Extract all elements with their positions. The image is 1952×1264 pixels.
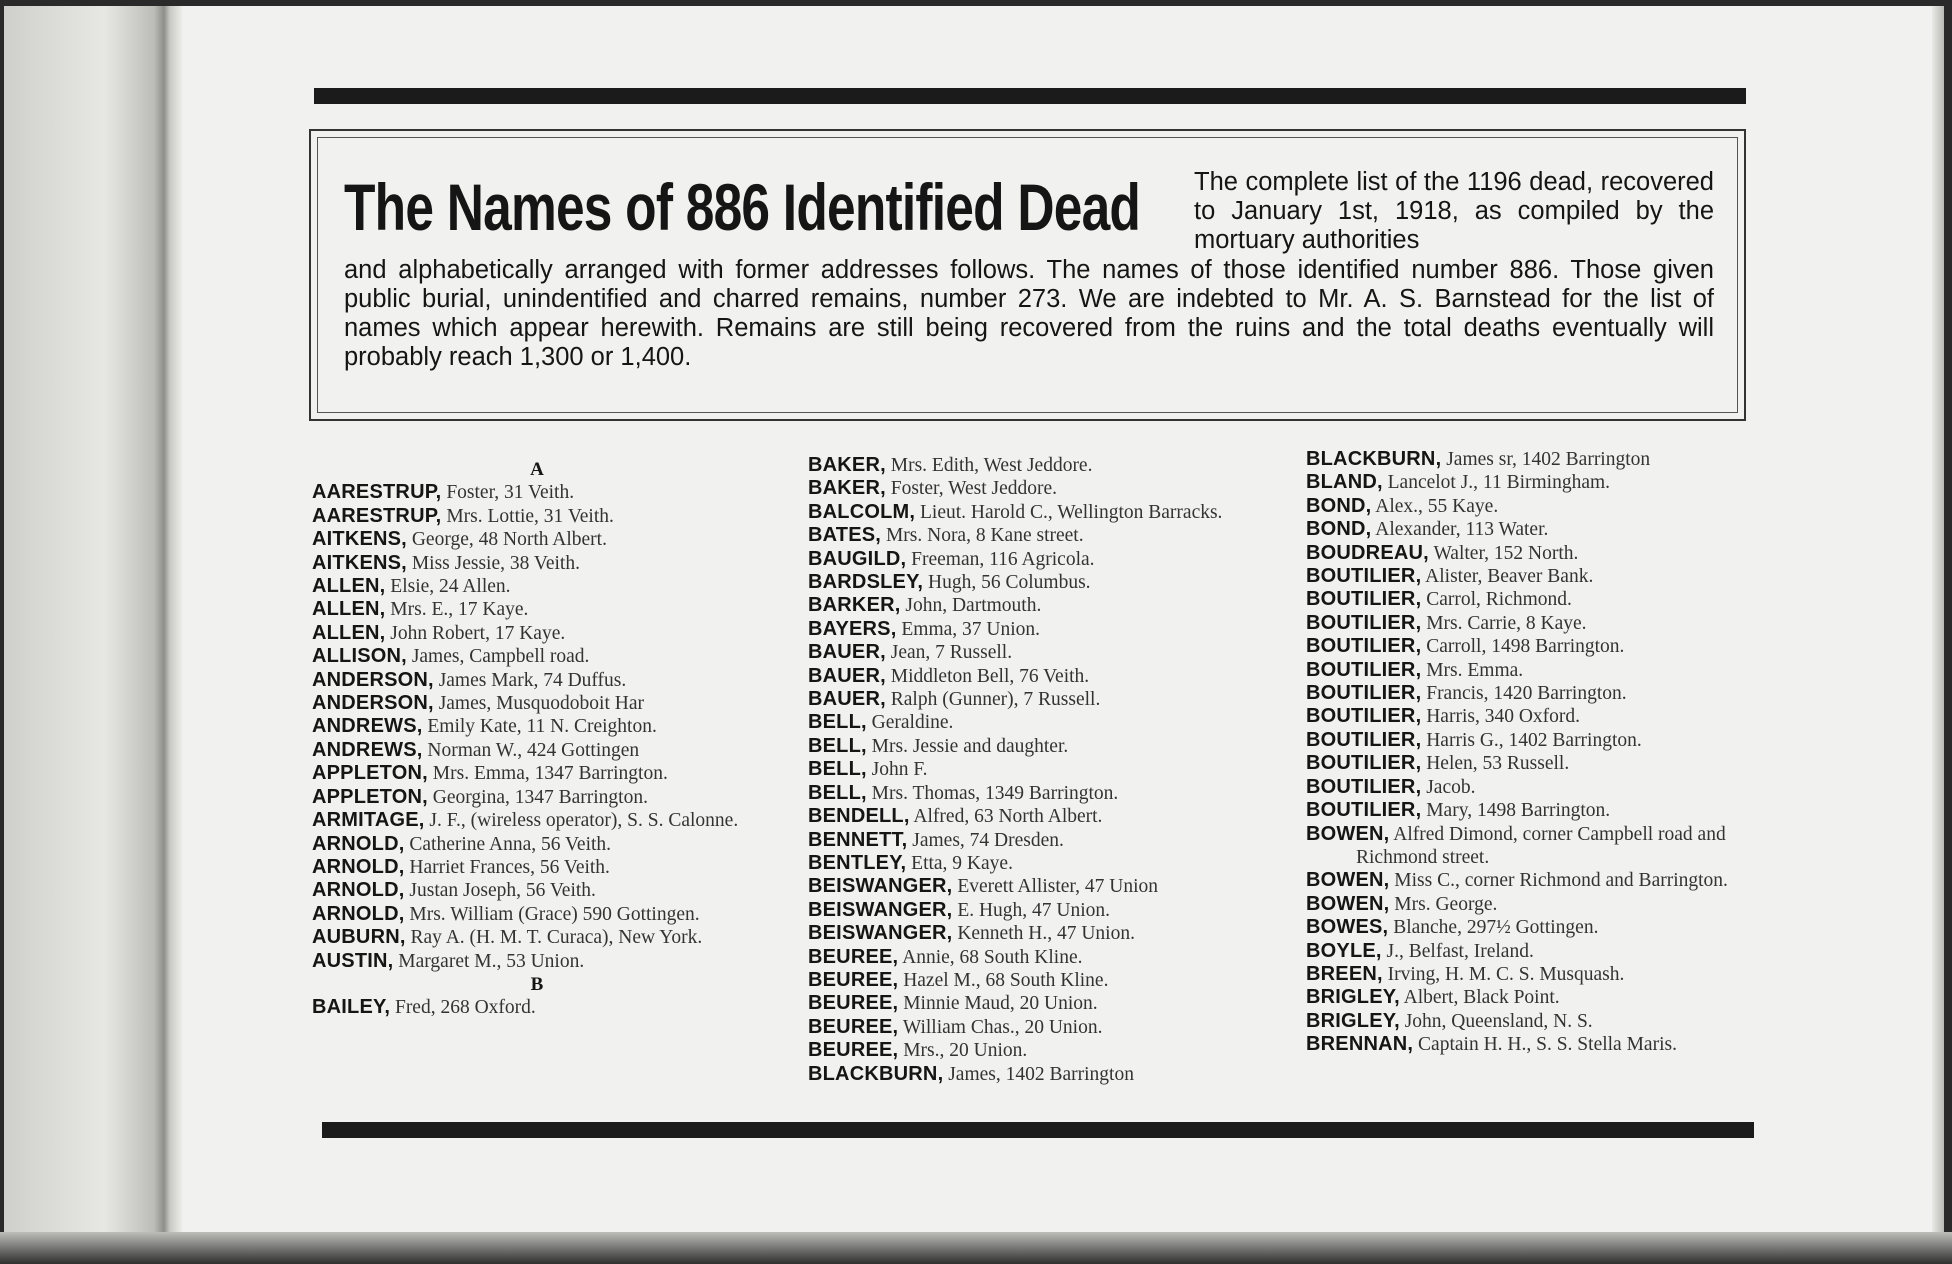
entry-details: Mrs. Edith, West Jeddore.: [890, 455, 1093, 476]
name-entry: [808, 805, 1258, 828]
name-entry: [312, 692, 762, 715]
entry-details: Elsie, 24 Allen.: [390, 576, 511, 598]
entry-surname: APPLETON,: [312, 762, 428, 785]
entry-details: Irving, H. M. C. S. Musquash.: [1387, 963, 1625, 985]
page-bottom-shadow: [0, 1232, 1952, 1264]
entry-details: James Mark, 74 Duffus.: [438, 669, 627, 691]
entry-details: James, Musquodoboit Har: [438, 693, 644, 715]
entry-details: Kenneth H., 47 Union.: [957, 923, 1135, 945]
entry-surname: BARKER,: [808, 594, 901, 617]
entry-details: Lancelot J., 11 Birmingham.: [1387, 472, 1611, 494]
entry-details: Mrs. Nora, 8 Kane street.: [885, 525, 1084, 547]
entry-details: Mrs., 20 Union.: [903, 1040, 1028, 1062]
entry-details: Captain H. H., S. S. Stella Maris.: [1418, 1034, 1677, 1056]
entry-details: George, 48 North Albert.: [411, 529, 607, 551]
name-entry: [1306, 799, 1756, 822]
entry-details: Emily Kate, 11 N. Creighton.: [427, 716, 657, 738]
entry-surname: ARNOLD,: [312, 855, 405, 878]
entry-details: Harriet Frances, 56 Veith.: [409, 856, 610, 878]
entry-surname: BAKER,: [808, 454, 886, 476]
entry-details: Ray A. (H. M. T. Curaca), New York.: [410, 927, 703, 949]
name-entry: [1306, 1033, 1756, 1056]
name-entry: [808, 501, 1258, 524]
entry-details: E. Hugh, 47 Union.: [957, 899, 1111, 921]
name-entry: [312, 669, 762, 692]
entry-details: Mrs. Jessie and daughter.: [871, 735, 1069, 757]
entry-surname: BOWEN,: [1306, 892, 1390, 915]
entry-surname: BLACKBURN,: [1306, 448, 1442, 470]
entry-details: Helen, 53 Russell.: [1426, 753, 1570, 775]
entry-surname: BOUTILIER,: [1306, 658, 1422, 681]
name-entry: [808, 922, 1258, 945]
entry-surname: BRENNAN,: [1306, 1033, 1414, 1056]
entry-surname: ALLEN,: [312, 575, 386, 598]
entry-details: Georgina, 1347 Barrington.: [432, 786, 648, 808]
name-entry: [808, 1063, 1258, 1086]
entry-surname: BARDSLEY,: [808, 571, 924, 594]
page-edge: [1932, 6, 1944, 1246]
entry-surname: ANDREWS,: [312, 738, 423, 761]
name-entry: [808, 594, 1258, 617]
entry-surname: ANDERSON,: [312, 668, 434, 691]
entry-surname: BATES,: [808, 524, 882, 547]
book-gutter: [4, 6, 182, 1246]
entry-details: Ralph (Gunner), 7 Russell.: [890, 689, 1101, 711]
name-entry: [312, 762, 762, 785]
entry-details: James, 1402 Barrington: [948, 1063, 1134, 1085]
page-title: The Names of 886 Identified Dead: [344, 170, 1141, 244]
names-column-2: [808, 454, 1258, 1086]
entry-surname: BEUREE,: [808, 945, 899, 968]
entry-details: Fred, 268 Oxford.: [394, 997, 536, 1019]
name-entry: [808, 548, 1258, 571]
name-entry: [1306, 612, 1756, 635]
name-entry: [808, 641, 1258, 664]
intro-body-text: and alphabetically arranged with former addresses follows. The names of those identified number 886. Those given public burial, unindentified and charred remains, number 273. We are indebted to Mr. A. S. Barnstead for the list of names which appear herewith. Remains are still being recovered from the ruins and the total deaths eventually will probably reach 1,300 or 1,400.: [344, 256, 1714, 371]
entry-details: Everett Allister, 47 Union: [957, 876, 1158, 898]
entry-surname: BEUREE,: [808, 992, 899, 1015]
entry-details: Mary, 1498 Barrington.: [1426, 800, 1611, 822]
name-entry: [312, 622, 762, 645]
name-entry: [1306, 823, 1756, 870]
name-entry: [1306, 682, 1756, 705]
entry-details: Blanche, 297½ Gottingen.: [1393, 917, 1599, 939]
entry-details: James, 74 Dresden.: [912, 829, 1064, 851]
name-entry: [1306, 659, 1756, 682]
entry-details: Middleton Bell, 76 Veith.: [890, 665, 1090, 687]
name-entry: [1306, 495, 1756, 518]
name-entry: [1306, 588, 1756, 611]
entry-surname: ARMITAGE,: [312, 809, 425, 832]
name-entry: [808, 665, 1258, 688]
name-entry: [808, 618, 1258, 641]
entry-surname: BENNETT,: [808, 828, 908, 851]
name-entry: [808, 1039, 1258, 1062]
entry-details: Alexander, 113 Water.: [1375, 519, 1549, 541]
entry-surname: BELL,: [808, 734, 867, 757]
entry-surname: BOUTILIER,: [1306, 611, 1422, 634]
entry-details: Alfred Dimond, corner Campbell road and Richmond street.: [1356, 823, 1726, 868]
name-entry: [312, 833, 762, 856]
entry-details: Miss C., corner Richmond and Barrington.: [1394, 870, 1728, 892]
entry-details: William Chas., 20 Union.: [902, 1016, 1103, 1038]
entry-surname: AITKENS,: [312, 528, 407, 551]
entry-details: Annie, 68 South Kline.: [902, 946, 1083, 968]
name-entry: [312, 903, 762, 926]
entry-surname: BAUGILD,: [808, 547, 907, 570]
name-entry: [312, 552, 762, 575]
entry-surname: BAUER,: [808, 688, 886, 711]
entry-surname: BLACKBURN,: [808, 1062, 944, 1085]
entry-surname: ALLISON,: [312, 645, 407, 668]
name-entry: [808, 946, 1258, 969]
entry-surname: BENTLEY,: [808, 851, 907, 874]
name-entry: [808, 735, 1258, 758]
entry-surname: AUBURN,: [312, 926, 406, 949]
top-rule: [314, 88, 1746, 104]
entry-surname: BOUTILIER,: [1306, 799, 1422, 822]
entry-details: Harris, 340 Oxford.: [1426, 706, 1581, 728]
entry-surname: APPLETON,: [312, 785, 428, 808]
entry-details: John, Dartmouth.: [905, 595, 1042, 617]
letter-heading: A: [530, 459, 544, 480]
entry-surname: BEUREE,: [808, 1039, 899, 1062]
entry-details: Mrs. E., 17 Kaye.: [390, 599, 529, 621]
name-entry: [1306, 471, 1756, 494]
entry-details: Freeman, 116 Agricola.: [911, 548, 1095, 570]
entry-details: James, Campbell road.: [411, 646, 590, 668]
entry-surname: BALCOLM,: [808, 500, 916, 523]
entry-surname: BENDELL,: [808, 805, 910, 828]
name-entry: [808, 782, 1258, 805]
names-column-3: [1306, 448, 1756, 1057]
entry-details: Norman W., 424 Gottingen: [427, 739, 640, 761]
entry-surname: ALLEN,: [312, 598, 386, 621]
name-entry: [312, 739, 762, 762]
entry-surname: BELL,: [808, 781, 867, 804]
names-column-1: [312, 458, 762, 1020]
entry-details: Etta, 9 Kaye.: [911, 852, 1013, 874]
entry-details: Hazel M., 68 South Kline.: [903, 969, 1109, 991]
entry-surname: ARNOLD,: [312, 832, 405, 855]
name-entry: [808, 992, 1258, 1015]
name-entry: [808, 454, 1258, 477]
entry-surname: AARESTRUP,: [312, 481, 442, 504]
entry-details: Jean, 7 Russell.: [890, 642, 1013, 664]
entry-surname: BOND,: [1306, 518, 1372, 541]
entry-surname: BOND,: [1306, 494, 1372, 517]
entry-surname: BEISWANGER,: [808, 898, 953, 921]
entry-surname: BAILEY,: [312, 996, 391, 1019]
name-entry: [1306, 869, 1756, 892]
entry-surname: BAUER,: [808, 641, 886, 664]
name-entry: [1306, 542, 1756, 565]
name-entry: [808, 829, 1258, 852]
name-entry: [808, 477, 1258, 500]
entry-surname: BOUTILIER,: [1306, 705, 1422, 728]
entry-surname: BAUER,: [808, 664, 886, 687]
entry-details: Jacob.: [1426, 776, 1476, 798]
entry-details: Catherine Anna, 56 Veith.: [409, 833, 612, 855]
entry-surname: AUSTIN,: [312, 949, 394, 972]
entry-details: Harris G., 1402 Barrington.: [1426, 729, 1642, 751]
entry-surname: BOWES,: [1306, 916, 1389, 939]
entry-surname: BOWEN,: [1306, 869, 1390, 892]
entry-details: Miss Jessie, 38 Veith.: [411, 552, 580, 574]
entry-details: Carroll, 1498 Barrington.: [1426, 636, 1625, 658]
entry-surname: ANDREWS,: [312, 715, 423, 738]
entry-details: James sr, 1402 Barrington: [1446, 449, 1651, 470]
entry-surname: BAYERS,: [808, 617, 897, 640]
entry-surname: BOUTILIER,: [1306, 682, 1422, 705]
entry-surname: AITKENS,: [312, 551, 407, 574]
entry-surname: BEUREE,: [808, 968, 899, 991]
entry-surname: ARNOLD,: [312, 902, 405, 925]
entry-surname: ANDERSON,: [312, 692, 434, 715]
entry-details: Hugh, 56 Columbus.: [928, 572, 1091, 594]
entry-details: Alex., 55 Kaye.: [1375, 495, 1499, 517]
entry-surname: BEISWANGER,: [808, 875, 953, 898]
entry-surname: BEUREE,: [808, 1015, 899, 1038]
entry-surname: BOUTILIER,: [1306, 752, 1422, 775]
scanned-page: [4, 6, 1944, 1246]
name-entry: [312, 786, 762, 809]
entry-surname: AARESTRUP,: [312, 504, 442, 527]
entry-details: J. F., (wireless operator), S. S. Calonne.: [429, 810, 739, 832]
name-entry: [1306, 729, 1756, 752]
name-entry: [808, 524, 1258, 547]
entry-surname: BOYLE,: [1306, 939, 1382, 962]
entry-details: Geraldine.: [871, 712, 954, 734]
entry-surname: BELL,: [808, 711, 867, 734]
entry-surname: BAKER,: [808, 477, 886, 500]
entry-details: Foster, 31 Veith.: [446, 482, 575, 504]
name-entry: [312, 528, 762, 551]
name-entry: [808, 875, 1258, 898]
name-entry: [312, 996, 762, 1019]
name-entry: [808, 571, 1258, 594]
entry-details: Mrs. William (Grace) 590 Gottingen.: [409, 903, 700, 925]
entry-details: Walter, 152 North.: [1433, 542, 1579, 564]
entry-surname: BREEN,: [1306, 962, 1383, 985]
name-entry: [1306, 916, 1756, 939]
name-entry: [1306, 986, 1756, 1009]
entry-surname: BOWEN,: [1306, 822, 1390, 845]
name-entry: [312, 598, 762, 621]
name-entry: [1306, 705, 1756, 728]
entry-details: Alister, Beaver Bank.: [1425, 566, 1594, 588]
entry-surname: BRIGLEY,: [1306, 986, 1400, 1009]
name-entry: [312, 505, 762, 528]
name-entry: [312, 926, 762, 949]
entry-surname: BELL,: [808, 758, 867, 781]
entry-surname: BOUTILIER,: [1306, 728, 1422, 751]
name-entry: [1306, 752, 1756, 775]
entry-surname: BEISWANGER,: [808, 922, 953, 945]
name-entry: [1306, 893, 1756, 916]
name-entry: [312, 715, 762, 738]
entry-surname: BRIGLEY,: [1306, 1009, 1400, 1032]
entry-details: Justan Joseph, 56 Veith.: [409, 880, 596, 902]
name-entry: [312, 645, 762, 668]
entry-details: J., Belfast, Ireland.: [1386, 940, 1534, 962]
name-entry: [1306, 518, 1756, 541]
entry-details: Margaret M., 53 Union.: [398, 950, 585, 972]
name-entry: [808, 969, 1258, 992]
entry-surname: BOUTILIER,: [1306, 565, 1422, 588]
name-entry: [808, 899, 1258, 922]
entry-details: Carrol, Richmond.: [1426, 589, 1572, 611]
name-entry: [1306, 565, 1756, 588]
name-entry: [808, 1016, 1258, 1039]
entry-surname: BOUTILIER,: [1306, 588, 1422, 611]
entry-details: Alfred, 63 North Albert.: [913, 806, 1103, 828]
name-entry: [312, 856, 762, 879]
entry-surname: BOUTILIER,: [1306, 775, 1422, 798]
name-entry: [312, 575, 762, 598]
entry-surname: ARNOLD,: [312, 879, 405, 902]
name-entry: [808, 758, 1258, 781]
entry-surname: ALLEN,: [312, 621, 386, 644]
entry-details: John F.: [871, 759, 928, 781]
name-entry: [312, 950, 762, 973]
name-entry: [1306, 635, 1756, 658]
name-entry: [808, 711, 1258, 734]
name-entry: [1306, 1010, 1756, 1033]
entry-surname: BLAND,: [1306, 471, 1383, 494]
entry-details: Foster, West Jeddore.: [890, 478, 1058, 500]
entry-details: Lieut. Harold C., Wellington Barracks.: [920, 501, 1223, 523]
name-entry: [808, 852, 1258, 875]
entry-details: Mrs. Carrie, 8 Kaye.: [1426, 612, 1587, 634]
entry-surname: BOUDREAU,: [1306, 541, 1429, 564]
entry-details: Mrs. Emma, 1347 Barrington.: [432, 763, 668, 785]
entry-details: Mrs. Emma.: [1426, 659, 1524, 681]
bottom-rule: [322, 1122, 1754, 1138]
entry-details: Emma, 37 Union.: [901, 618, 1041, 640]
entry-details: Mrs. Thomas, 1349 Barrington.: [871, 782, 1119, 804]
intro-side-text: The complete list of the 1196 dead, recovered to January 1st, 1918, as compiled by the mortuary authorities: [1194, 168, 1714, 254]
name-entry: [1306, 940, 1756, 963]
entry-details: John Robert, 17 Kaye.: [390, 622, 566, 644]
entry-details: Mrs. Lottie, 31 Veith.: [446, 505, 614, 527]
name-entry: [808, 688, 1258, 711]
entry-surname: BOUTILIER,: [1306, 635, 1422, 658]
name-entry: [1306, 776, 1756, 799]
name-entry: [312, 809, 762, 832]
entry-details: John, Queensland, N. S.: [1404, 1010, 1593, 1032]
entry-details: Albert, Black Point.: [1403, 987, 1560, 1009]
name-entry: [1306, 963, 1756, 986]
letter-heading: B: [530, 973, 544, 995]
name-entry: [312, 481, 762, 504]
name-entry: [312, 879, 762, 902]
entry-details: Minnie Maud, 20 Union.: [903, 993, 1098, 1015]
entry-details: Francis, 1420 Barrington.: [1426, 683, 1627, 705]
entry-details: Mrs. George.: [1394, 893, 1498, 915]
name-entry: [1306, 448, 1756, 471]
